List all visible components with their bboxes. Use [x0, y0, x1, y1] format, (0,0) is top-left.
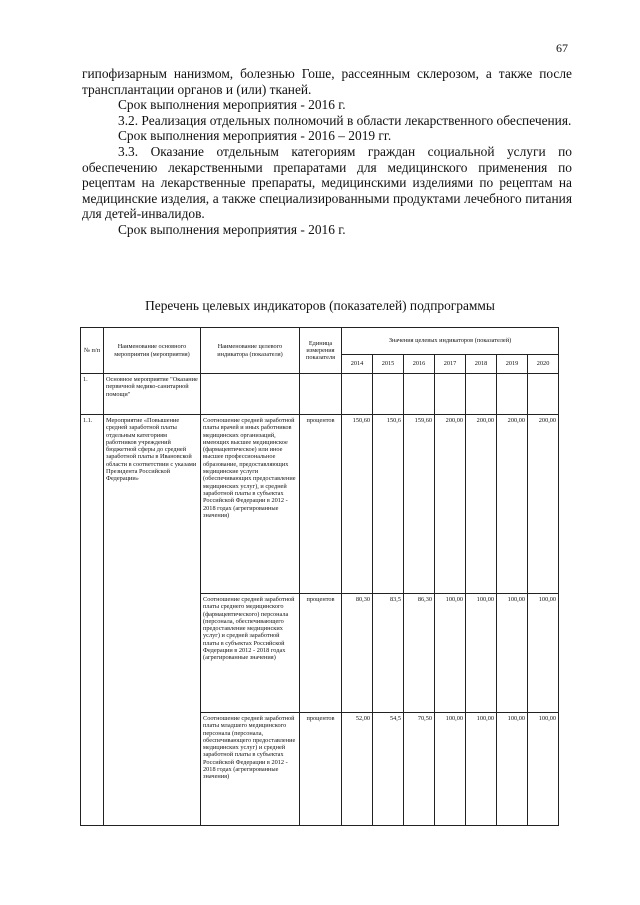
cell-value: 200,00 [528, 415, 559, 594]
cell-value: 100,00 [497, 594, 528, 713]
cell-value: 100,00 [528, 713, 559, 826]
cell-value: 100,00 [435, 713, 466, 826]
cell-value: 100,00 [435, 594, 466, 713]
header-year: 2014 [342, 355, 373, 374]
paragraph: Срок выполнения мероприятия - 2016 г. [118, 221, 346, 237]
header-year: 2020 [528, 355, 559, 374]
cell-value: 200,00 [497, 415, 528, 594]
header-event: Наименование основного мероприятия (мероприятия) [104, 328, 201, 374]
body-text [82, 66, 572, 238]
cell-indicator: Соотношение средней заработной платы среднего медицинского (фармацевтического) персонала (персонала, обеспечивающего предоставление медицинских услуг) и средней заработной платы в субъектах Российской Федерации в 2012 - 2018 годах (агрегированные значения) [201, 594, 300, 713]
cell-value: 150,60 [342, 415, 373, 594]
cell-event: Основное мероприятие "Оказание первичной медико-санитарной помощи" [104, 374, 201, 415]
cell-num: 1.1. [81, 415, 104, 826]
cell-value: 100,00 [466, 594, 497, 713]
indicators-table [80, 327, 559, 826]
paragraph: 3.2. Реализация отдельных полномочий в области лекарственного обеспечения. [118, 112, 572, 128]
header-values-group: Значения целевых индикаторов (показателей) [342, 328, 559, 355]
paragraph: гипофизарным нанизмом, болезнью Гоше, рассеянным склерозом, а также после трансплантации органов и (или) тканей. [82, 66, 572, 97]
header-year: 2019 [497, 355, 528, 374]
table-row [81, 415, 559, 594]
cell-value: 86,30 [404, 594, 435, 713]
header-year: 2015 [373, 355, 404, 374]
cell-value: 150,6 [373, 415, 404, 594]
cell-value: 70,50 [404, 713, 435, 826]
cell-value [404, 374, 435, 415]
table-title: Перечень целевых индикаторов (показателей) подпрограммы [145, 298, 495, 313]
cell-event: Мероприятие «Повышение средней заработной платы отдельным категориям работников учреждений бюджетной сферы до средней заработной платы в Ивановской области в соответствии с указами Президента Российской Федерации» [104, 415, 201, 826]
table-row [81, 374, 559, 415]
cell-indicator: Соотношение средней заработной платы младшего медицинского персонала (персонала, обеспечивающего предоставление медицинских услуг) и средней заработной платы в субъектах Российской Федерации в 2012 - 2018 годах (агрегированные значения) [201, 713, 300, 826]
header-year: 2018 [466, 355, 497, 374]
cell-value: 52,00 [342, 713, 373, 826]
cell-indicator: Соотношение средней заработной платы врачей и иных работников медицинских организаций, имеющих высшее медицинское (фармацевтическое) или иное высшее профессиональное образование, предоставляющих медицинские услуги (обеспечивающих предоставление медицинских услуг), и средней заработной платы в субъектах Российской Федерации в 2012 - 2018 годах (агрегированные значения) [201, 415, 300, 594]
cell-value [528, 374, 559, 415]
cell-value: 200,00 [435, 415, 466, 594]
cell-value: 83,5 [373, 594, 404, 713]
table-header-row [81, 328, 559, 355]
cell-value: 100,00 [466, 713, 497, 826]
cell-value: 80,30 [342, 594, 373, 713]
cell-unit: процентов [300, 415, 342, 594]
cell-value: 100,00 [497, 713, 528, 826]
cell-value: 54,5 [373, 713, 404, 826]
cell-value [435, 374, 466, 415]
header-year: 2017 [435, 355, 466, 374]
cell-unit [300, 374, 342, 415]
cell-value [342, 374, 373, 415]
cell-value [373, 374, 404, 415]
cell-indicator [201, 374, 300, 415]
paragraph: Срок выполнения мероприятия - 2016 – 2019 гг. [118, 128, 392, 144]
header-year: 2016 [404, 355, 435, 374]
header-indicator: Наименование целевого индикатора (показателя) [201, 328, 300, 374]
cell-value [466, 374, 497, 415]
cell-num: 1. [81, 374, 104, 415]
header-num: № п/п [81, 328, 104, 374]
page-number: 67 [556, 41, 568, 55]
cell-value [497, 374, 528, 415]
cell-unit: процентов [300, 594, 342, 713]
cell-value: 200,00 [466, 415, 497, 594]
paragraph: 3.3. Оказание отдельным категориям граждан социальной услуги по обеспечению лекарственными препаратами для медицинского применения по рецептам на лекарственные препараты, медицинскими изделиями по рецептам на медицинские изделия, а также специализированными продуктами лечебного питания для детей-инвалидов. [82, 143, 572, 222]
header-unit: Единица измерения показателя [300, 328, 342, 374]
cell-value: 159,60 [404, 415, 435, 594]
cell-unit: процентов [300, 713, 342, 826]
paragraph: Срок выполнения мероприятия - 2016 г. [118, 97, 346, 113]
cell-value: 100,00 [528, 594, 559, 713]
